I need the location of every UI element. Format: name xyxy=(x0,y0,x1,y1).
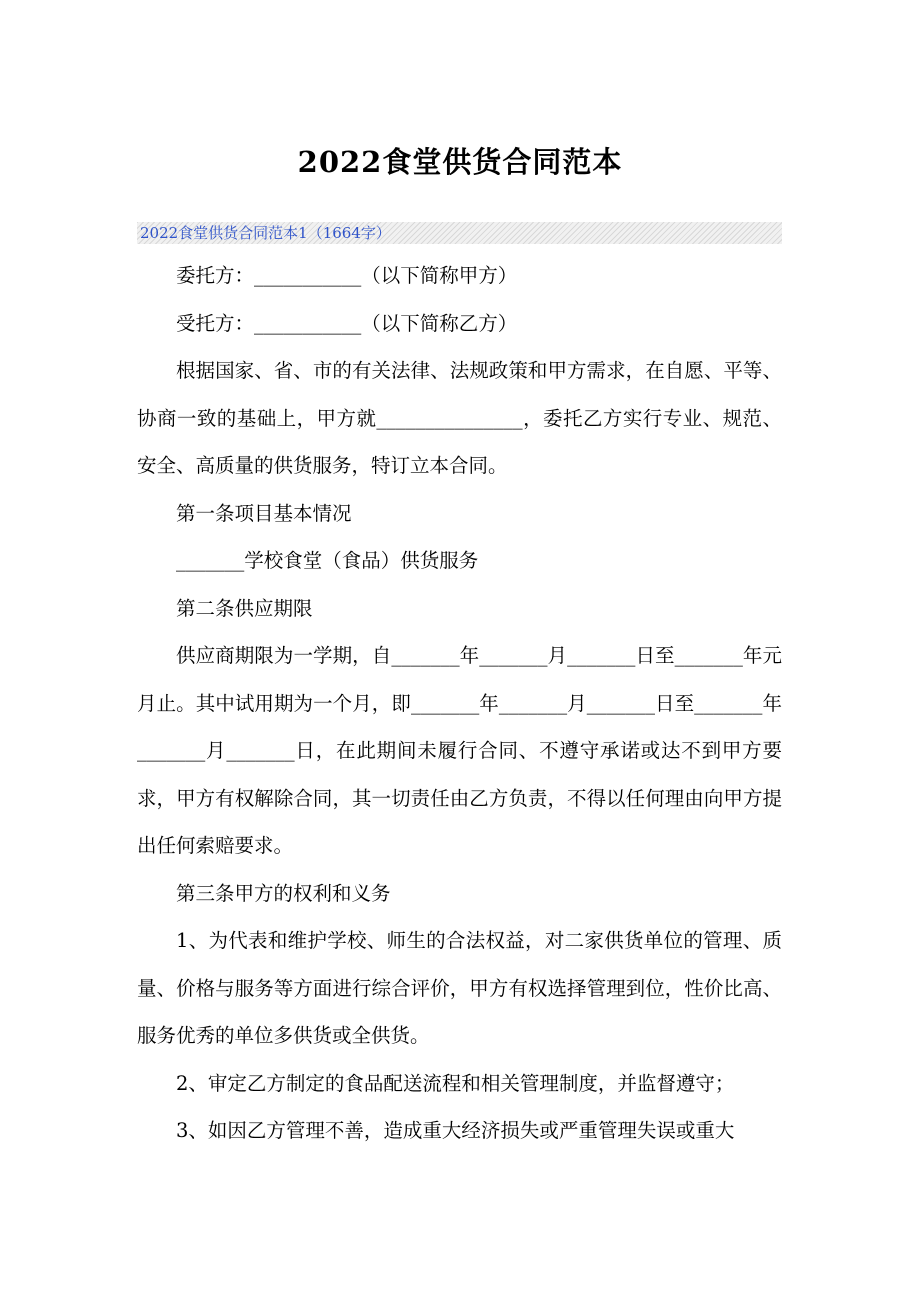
section-heading: 2022食堂供货合同范本1（1664字） xyxy=(140,224,391,242)
article-1-text: _______学校食堂（食品）供货服务 xyxy=(176,549,479,572)
article-2-text: 供应商期限为一学期，自_______年_______月_______日至_______年元月止。其中试用期为一个月，即_______年_______月_______日至_______年_______月_______日，在此期间未履行合同、不遵守承诺或达不到甲方要求，甲方有权解除合同，其一切责任由乙方负责，不得以任何理由向甲方提出任何索赔要求。 xyxy=(137,644,782,857)
section-heading-bar xyxy=(137,222,782,244)
paragraph-preamble: 根据国家、省、市的有关法律、法规政策和甲方需求，在自愿、平等、协商一致的基础上，甲方就_______________，委托乙方实行专业、规范、安全、高质量的供货服务，特订立本合同。 xyxy=(137,359,782,477)
document-body xyxy=(137,252,782,1155)
clause-client: 委托方：___________（以下简称甲方） xyxy=(176,264,518,287)
article-3-item-3: 3、如因乙方管理不善，造成重大经济损失或严重管理失误或重大 xyxy=(176,1119,735,1142)
article-3-item-1: 1、为代表和维护学校、师生的合法权益，对二家供货单位的管理、质量、价格与服务等方面进行综合评价，甲方有权选择管理到位，性价比高、服务优秀的单位多供货或全供货。 xyxy=(137,929,782,1047)
article-1-heading: 第一条项目基本情况 xyxy=(176,501,352,525)
document-title: 2022食堂供货合同范本 xyxy=(297,145,623,179)
article-3-heading: 第三条甲方的权利和义务 xyxy=(176,881,391,905)
article-2-heading: 第二条供应期限 xyxy=(176,596,313,620)
article-3-item-2: 2、审定乙方制定的食品配送流程和相关管理制度，并监督遵守； xyxy=(176,1071,735,1095)
clause-contractor: 受托方：___________（以下简称乙方） xyxy=(176,311,518,335)
